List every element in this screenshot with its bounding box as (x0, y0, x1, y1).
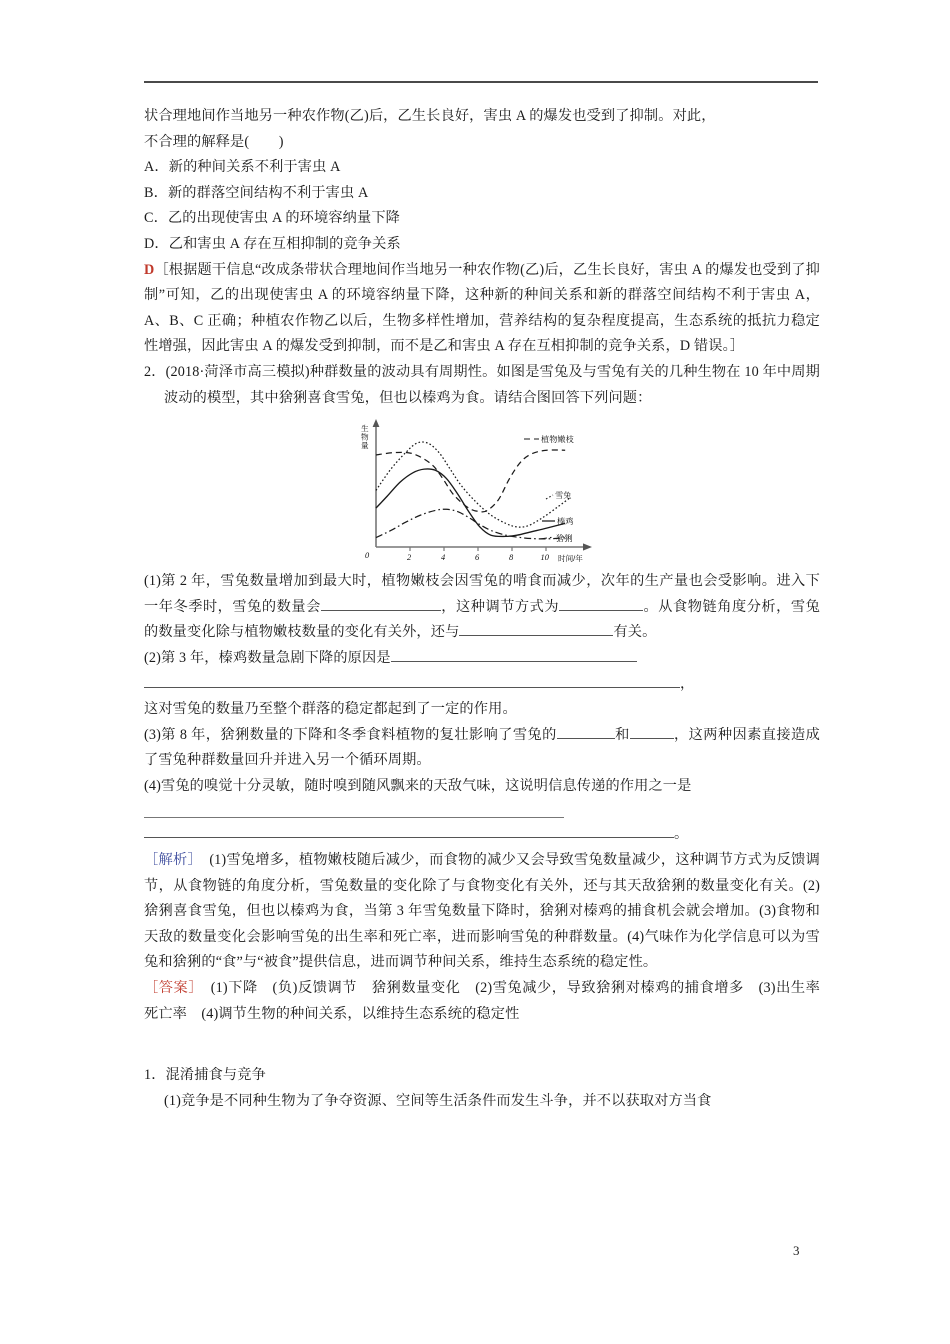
q2-sub2-blank-1[interactable] (391, 646, 637, 662)
series-path-plant-shoots (376, 450, 565, 512)
series-leader-lines (524, 439, 555, 539)
series-path-lynx (376, 509, 569, 539)
svg-text:4: 4 (441, 553, 446, 563)
series-label-snowshoe-hare: 雪兔 (555, 491, 572, 501)
series-paths (376, 442, 572, 539)
header-divider-rule (144, 81, 818, 83)
y-axis-arrow (373, 419, 380, 427)
x-axis-arrow (583, 544, 592, 551)
q2-sub2-text-b: 这对雪兔的数量乃至整个群落的稳定都起到了一定的作用。 (144, 701, 517, 718)
section-heading-1: 1．混淆捕食与竞争 (144, 1067, 266, 1084)
q2-sub1-blank-3[interactable] (459, 620, 541, 636)
q2-sub1-text-b: ，这种调节方式为 (440, 598, 560, 615)
q2-sub2-blankline: ， (144, 672, 820, 698)
q1-option-b: B．新的群落空间结构不利于害虫 A (144, 184, 369, 201)
x-axis-ticks (407, 547, 550, 562)
q2-sub1-blank-2[interactable] (559, 595, 621, 611)
series-label-hazel-grouse: 榛鸡 (557, 517, 574, 527)
q2-sub1-text-d: 有关。 (613, 624, 657, 641)
q2-sub3 (144, 723, 820, 774)
q2-sub1-text-c: 。从食物链角度分析，雪兔的数量变化除与植物嫩枝数量的变化有关外，还与 (144, 598, 820, 641)
series-path-snowshoe-hare (376, 442, 572, 527)
q2-number: 2． (144, 363, 166, 380)
population-chart-svg (334, 417, 634, 569)
analysis-tag: ［解析］ (144, 852, 195, 869)
series-label-plant-shoots: 植物嫩枝 (541, 435, 574, 445)
series-path-hazel-grouse (376, 469, 565, 537)
answer-tag: ［答案］ (144, 980, 197, 997)
q2-sub1-blank-2b[interactable] (621, 595, 643, 611)
q1-explanation: ［根据题干信息“改成条带状合理地间作当地另一种农作物(乙)后，乙生长良好，害虫 A 的爆发也受到了抑制”可知，乙的出现使害虫 A 的环境容纳量下降，这种新的种间关系和新的群落空间结构不利于害虫 A，A、B、C 正确；种植农作物乙以后，生物多样性增加，营养结构的复杂程度提高，生态系统的抵抗力稳定性增强，因此害虫 A 的爆发受到抑制，而不是乙和害虫 A 存在互相抑制的竞争关系，D 错误。］ (144, 261, 820, 355)
svg-text:6: 6 (475, 553, 480, 563)
q2-sub1-blank-1[interactable] (321, 595, 441, 611)
y-axis-label-char2: 物 (361, 432, 369, 442)
q2-sub4-blank-line-1[interactable] (144, 817, 564, 818)
q2-sub1-text-a: (1)第 2 年，雪兔数量增加到最大时，植物嫩枝会因雪兔的啃食而减少，次年的生产量也会受影响。进入下一年冬季时，雪兔的数量会 (144, 573, 820, 615)
q2-sub1-blank-3b[interactable] (541, 620, 613, 636)
q1-stem-line1: 状合理地间作当地另一种农作物(乙)后，乙生长良好，害虫 A 的爆发也受到了抑制。对此， (144, 108, 716, 124)
q1-answer-letter: D (144, 261, 155, 278)
x-axis-label: 时间/年 (558, 554, 583, 564)
population-fluctuation-figure (144, 417, 820, 569)
q2-sub2 (144, 646, 820, 672)
q2-sub1 (144, 569, 820, 646)
y-axis-label-char1: 生 (361, 424, 369, 434)
section-item-1-1: (1)竞争是不同种生物为了争夺资源、空间等生活条件而发生斗争，并不以获取对方当食 (164, 1092, 712, 1109)
series-label-lynx: 猞猁 (556, 534, 573, 544)
q2-analysis-block (144, 848, 820, 976)
q1-option-d: D．乙和害虫 A 存在互相抑制的竞争关系 (144, 235, 401, 252)
section-gap (144, 1027, 820, 1063)
q2-sub2-blank-2[interactable] (144, 672, 680, 688)
q2-sub3-blank-2[interactable] (630, 723, 674, 739)
answer-text: (1)下降 (负)反馈调节 猞猁数量变化 (2)雪兔减少，导致猞猁对榛鸡的捕食增多 (3)出生率 死亡率 (4)调节生物的种间关系，以维持生态系统的稳定性 (144, 980, 835, 1022)
q1-stem-line2: 不合理的解释是( ) (144, 133, 284, 150)
q2-sub4-blank-line-2[interactable] (144, 822, 674, 838)
q1-option-a: A．新的种间关系不利于害虫 A (144, 159, 341, 176)
q2-sub4-text: (4)雪兔的嗅觉十分灵敏，随时嗅到随风飘来的天敌气味，这说明信息传递的作用之一是 (144, 777, 692, 794)
svg-text:10: 10 (540, 553, 549, 563)
q2-sub3-text-a: (3)第 8 年，猞猁数量的下降和冬季食料植物的复壮影响了雪兔的 (144, 726, 557, 743)
q2-sub2-text-a: (2)第 3 年，榛鸡数量急剧下降的原因是 (144, 649, 391, 666)
page-number: 3 (793, 1243, 800, 1258)
q2-sub3-text-b: 和 (614, 726, 630, 743)
y-axis-label-char3: 量 (361, 441, 369, 451)
page-content (144, 104, 835, 1114)
q2-sub4-blank-row: 。 (144, 822, 820, 848)
svg-text:8: 8 (509, 553, 514, 563)
q1-answer-block (144, 258, 820, 360)
q2-sub3-blank-1[interactable] (557, 723, 615, 739)
q2-stem-text: (2018·菏泽市高三模拟)种群数量的波动具有周期性。如图是雪兔及与雪兔有关的几种生物在 10 年中周期波动的模型，其中猞猁喜食雪兔，但也以榛鸡为食。请结合图回答下列问题： (164, 363, 820, 406)
q1-option-c: C．乙的出现使害虫 A 的环境容纳量下降 (144, 210, 401, 227)
q2-sub3-text-c: ，这两种因素直接造成了雪兔种群数量回升并进入另一个循环周期。 (144, 726, 820, 769)
analysis-text: (1)雪兔增多，植物嫩枝随后减少，而食物的减少又会导致雪兔数量减少，这种调节方式为反馈调节，从食物链的角度分析，雪兔数量的变化除了与食物变化有关外，还与其天敌猞猁的数量变化有关。(2)猞猁喜食雪兔，但也以榛鸡为食，当第 3 年雪兔数量下降时，猞猁对榛鸡的捕食机会就会增加。(3)食物和天敌的数量变化会影响雪兔的出生率和死亡率，进而影响雪兔的种群数量。(4)气味作为化学信息可以为雪兔和猞猁的“食”与“被食”提供信息，进而调节种间关系，维持生态系统的稳定性。 (144, 852, 820, 971)
q2-stem (144, 360, 820, 411)
origin-label: 0 (365, 551, 370, 561)
q2-answer-block (144, 976, 835, 1027)
svg-text:2: 2 (407, 553, 412, 563)
